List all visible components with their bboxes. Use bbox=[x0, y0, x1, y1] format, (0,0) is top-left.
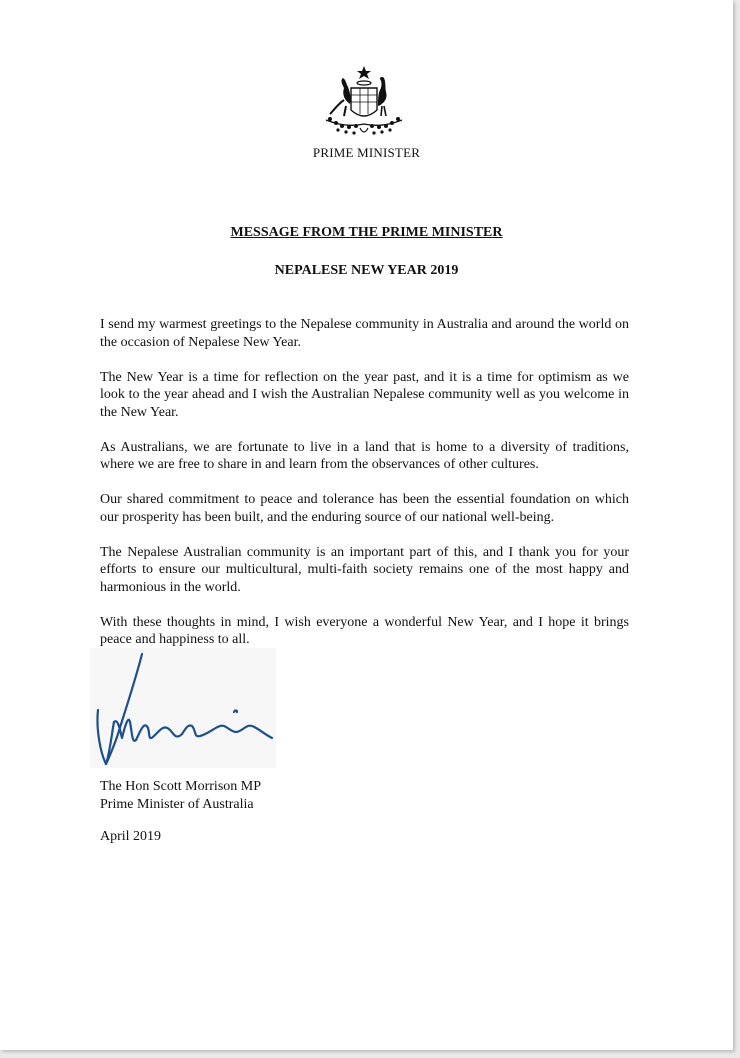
paragraph: With these thoughts in mind, I wish everyone a wonderful New Year, and I hope it brings peace and happiness to all. bbox=[100, 614, 629, 647]
office-title: PRIME MINISTER bbox=[312, 145, 421, 160]
letter-date: April 2019 bbox=[100, 829, 162, 844]
signatory-name: The Hon Scott Morrison MP bbox=[100, 779, 261, 794]
signatory-title: Prime Minister of Australia bbox=[100, 796, 254, 812]
paragraph: The New Year is a time for reflection on the year past, and it is a time for optimism as we look to the year ahead and I wish the Australian Nepalese community well as you welcome in the New Year. bbox=[100, 369, 629, 420]
message-body bbox=[100, 316, 629, 666]
coat-of-arms-icon bbox=[316, 64, 412, 138]
message-title: MESSAGE FROM THE PRIME MINISTER bbox=[230, 225, 503, 240]
message-subtitle: NEPALESE NEW YEAR 2019 bbox=[274, 263, 459, 278]
paragraph: As Australians, we are fortunate to live in a land that is home to a diversity of traditions, where we are free to share in and learn from the observances of other cultures. bbox=[100, 439, 629, 472]
paragraph: I send my warmest greetings to the Nepalese community in Australia and around the world on the occasion of Nepalese New Year. bbox=[100, 317, 629, 350]
signoff-block bbox=[100, 778, 261, 813]
signature-icon bbox=[90, 648, 276, 768]
paragraph: Our shared commitment to peace and tolerance has been the essential foundation on which our prosperity has been built, and the enduring source of our national well-being. bbox=[100, 492, 629, 525]
paragraph: The Nepalese Australian community is an important part of this, and I thank you for your efforts to ensure our multicultural, multi-faith society remains one of the most happy and harmonious in the world. bbox=[100, 544, 629, 595]
